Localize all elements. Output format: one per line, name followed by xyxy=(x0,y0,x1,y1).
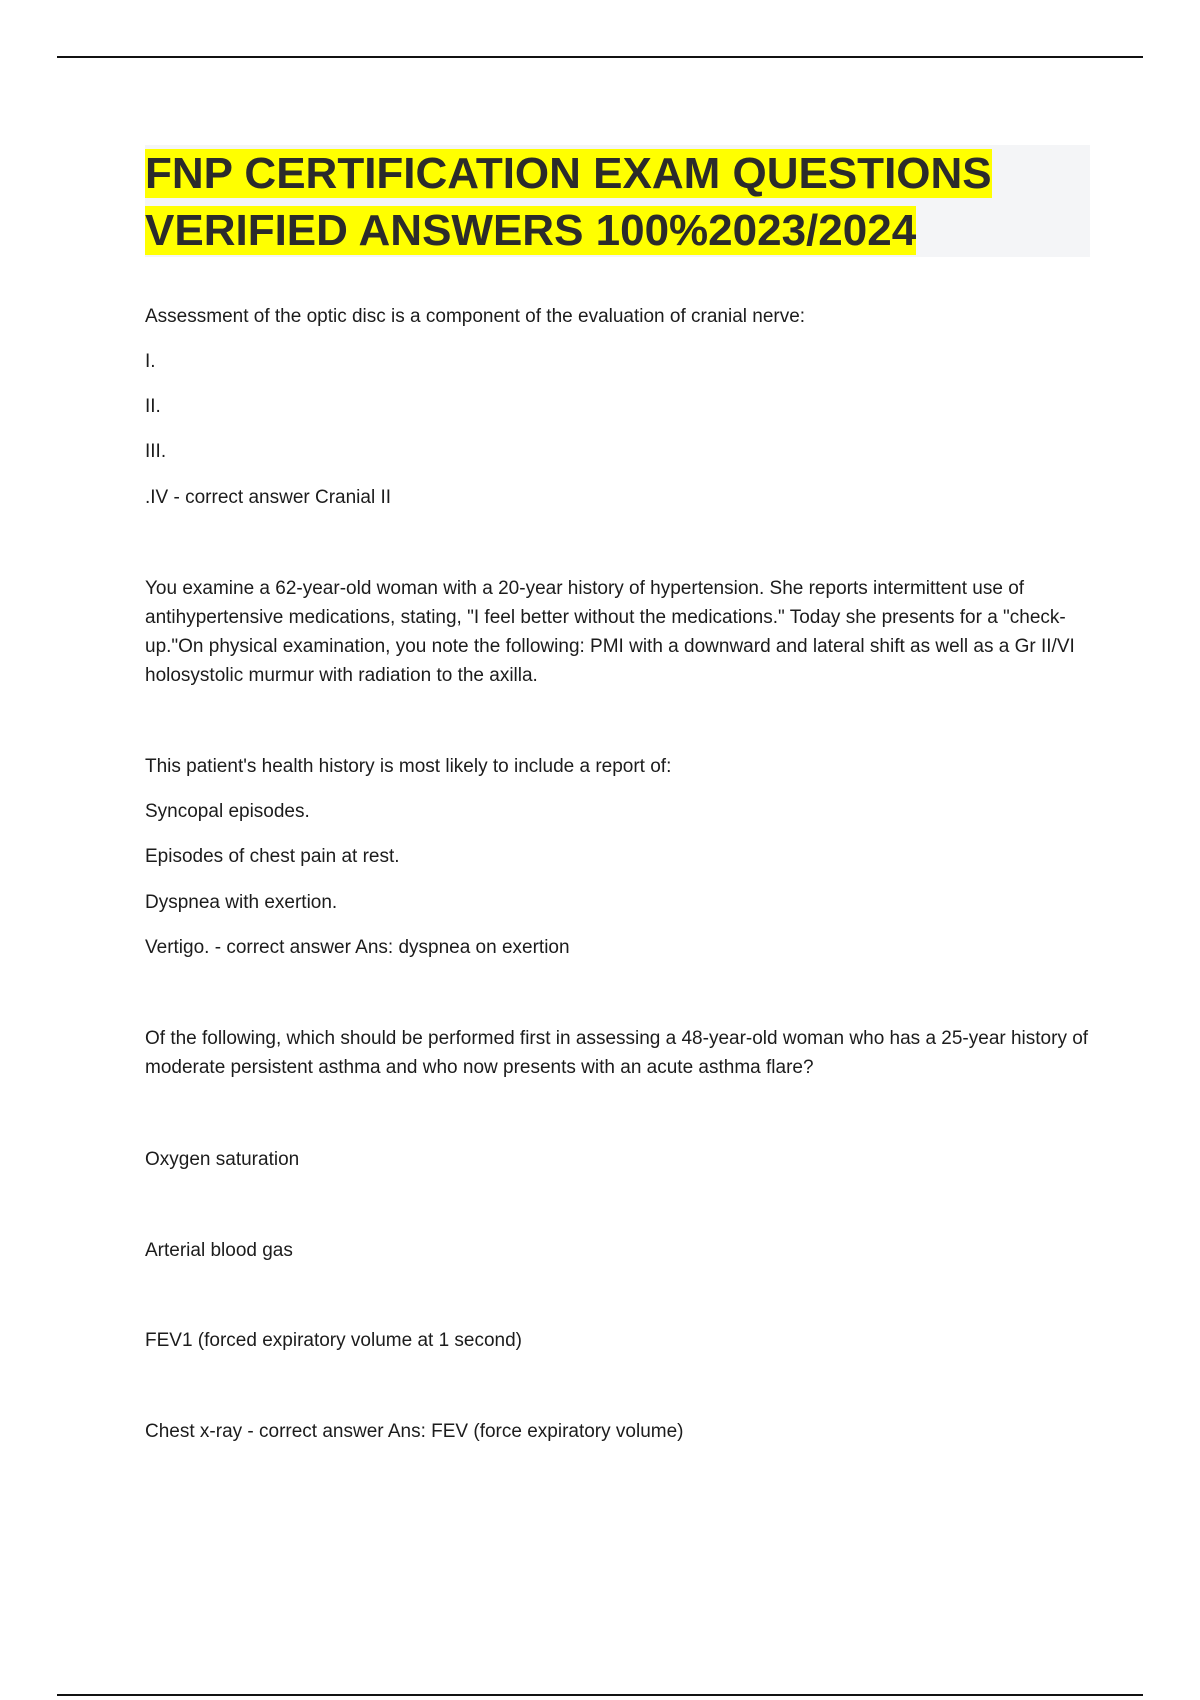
q3-stem: Of the following, which should be performed first in assessing a 48-year-old woman who has a 25-year history of moderate persistent asthma and who now presents with an acute asthma flare? xyxy=(145,1028,1089,1078)
q3-option-2: Arterial blood gas xyxy=(145,1240,293,1261)
title-line-2: VERIFIED ANSWERS 100%2023/2024 xyxy=(145,206,917,255)
q3-option-3: FEV1 (forced expiratory volume at 1 second) xyxy=(145,1330,523,1351)
q3-option-1: Oxygen saturation xyxy=(145,1149,300,1170)
q1-option-1: I. xyxy=(145,351,156,372)
q1-option-3: III. xyxy=(145,441,167,462)
q1-stem: Assessment of the optic disc is a component of the evaluation of cranial nerve: xyxy=(145,306,806,327)
q2-option-2: Episodes of chest pain at rest. xyxy=(145,846,400,867)
q1-option-2: II. xyxy=(145,396,161,417)
top-rule xyxy=(57,56,1143,58)
q2-stem: You examine a 62-year-old woman with a 20-year history of hypertension. She reports intermittent use of antihypertensive medications, stating, "I feel better without the medications." Today she presents for a "check-up."On physical examination, you note the following: PMI with a downward and lateral shift as well as a Gr II/VI holosystolic murmur with radiation to the axilla. xyxy=(145,578,1075,686)
q3-option-4-answer: Chest x-ray - correct answer Ans: FEV (force expiratory volume) xyxy=(145,1421,684,1442)
q2-option-4-answer: Vertigo. - correct answer Ans: dyspnea on exertion xyxy=(145,937,570,958)
document-title xyxy=(145,145,1090,259)
q2-option-1: Syncopal episodes. xyxy=(145,801,310,822)
q1-option-4-answer: .IV - correct answer Cranial II xyxy=(145,487,392,508)
q2-prompt: This patient's health history is most likely to include a report of: xyxy=(145,756,672,777)
title-line-1: FNP CERTIFICATION EXAM QUESTIONS xyxy=(145,149,992,198)
q2-option-3: Dyspnea with exertion. xyxy=(145,892,338,913)
title-block xyxy=(145,145,1090,257)
bottom-rule xyxy=(57,1694,1143,1696)
